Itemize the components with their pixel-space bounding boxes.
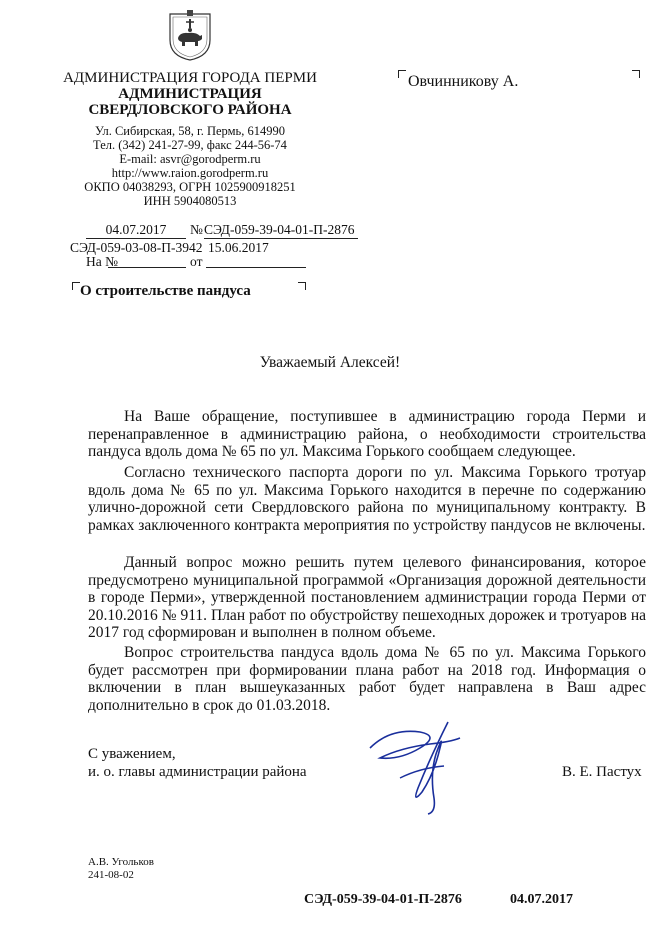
handwritten-signature [360,708,470,818]
letter-subject: О строительстве пандуса [80,283,251,299]
org-phone: Тел. (342) 241-27-99, факс 244-56-74 [93,138,287,152]
reference-date-underline [206,267,306,268]
reference-date: 15.06.2017 [208,240,269,255]
org-name-district: СВЕРДЛОВСКОГО РАЙОНА [88,102,292,118]
body-paragraph: Вопрос строительства пандуса вдоль дома № 65 по ул. Максима Горького будет рассмотрен при формировании плана работ на 2018 год. Информация о включении в план вышеуказанных работ будет направлена в Ваш адрес дополнительно в срок до 01.03.2018. [88,644,646,714]
org-address: Ул. Сибирская, 58, г. Пермь, 614990 [95,124,285,138]
org-name-city: АДМИНИСТРАЦИЯ ГОРОДА ПЕРМИ [63,70,317,86]
subject-corner-left [72,282,80,290]
executor-name: А.В. Угольков [88,856,154,868]
addressee-corner-right [632,70,640,78]
org-email: E-mail: asvr@gorodperm.ru [119,152,261,166]
org-inn: ИНН 5904080513 [143,194,237,208]
org-name-admin: АДМИНИСТРАЦИЯ [118,86,262,102]
closing-regards: С уважением, [88,746,176,762]
org-okpo: ОКПО 04038293, ОГРН 1025900918251 [84,180,296,194]
registration-number-label: № [190,222,203,237]
addressee: Овчинникову А. [408,73,519,90]
footer-document-number: СЭД-059-39-04-01-П-2876 [304,892,462,907]
signer-name: В. Е. Пастух [562,764,642,780]
bear-coat-of-arms-icon [168,8,212,62]
body-paragraph: На Ваше обращение, поступившее в администрацию города Перми и перенаправленное в администрацию района, о необходимости строительства пандуса вдоль дома № 65 по ул. Максима Горького сообщаем следующее. [88,408,646,460]
signer-position: и. о. главы администрации района [88,764,307,780]
reference-date-label: от [190,254,203,269]
registration-date: 04.07.2017 [86,222,186,239]
registration-number: СЭД-059-39-04-01-П-2876 [204,222,358,239]
greeting: Уважаемый Алексей! [259,354,401,371]
reference-number-underline [108,267,186,268]
reference-number-label: На № [86,254,118,269]
executor-phone: 241-08-02 [88,869,134,881]
body-paragraph: Данный вопрос можно решить путем целевого финансирования, которое предусмотрено муниципальной программой «Организация дорожной деятельности в городе Перми», утвержденной постановлением администрации города Перми от 20.10.2016 № 911. План работ по обустройству пешеходных дорожек и тротуаров на 2017 год сформирован и выполнен в полном объеме. [88,554,646,641]
reference-number: СЭД-059-03-08-П-3942 [70,240,203,255]
body-paragraph: Согласно технического паспорта дороги по ул. Максима Горького тротуар вдоль дома № 65 по ул. Максима Горького находится в перечне по содержанию улично-дорожной сети Свердловского района по муниципальному контракту. В рамках заключенного контракта мероприятия по устройству пандусов не включены. [88,464,646,534]
subject-corner-right [298,282,306,290]
addressee-corner-left [398,70,406,78]
footer-document-date: 04.07.2017 [510,892,573,907]
org-website: http://www.raion.gorodperm.ru [111,166,269,180]
